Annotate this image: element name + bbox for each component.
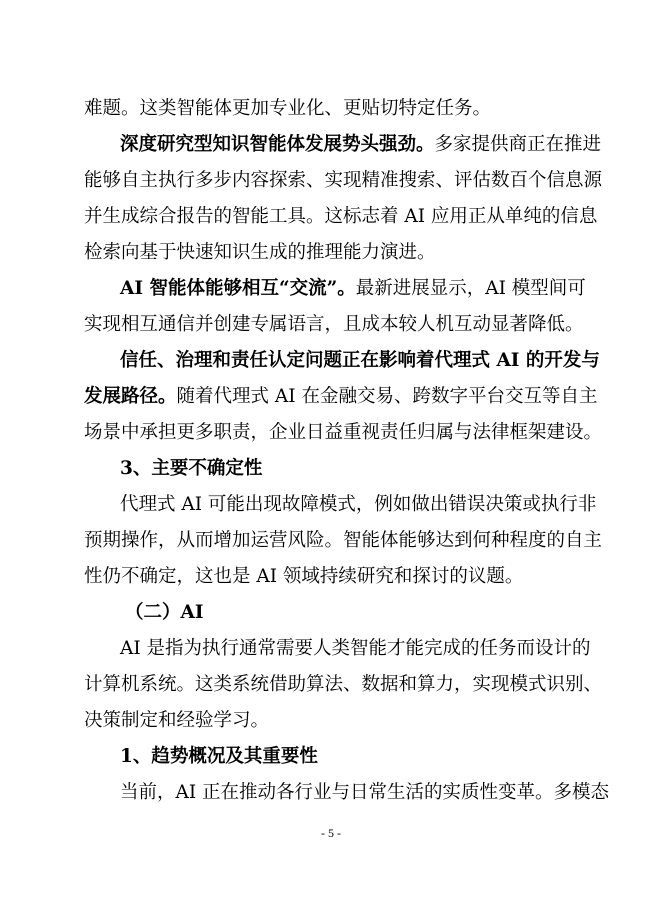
- section-heading: 1、趋势概况及其重要性: [120, 746, 318, 767]
- text-line: 检索向基于快速知识生成的推理能力演进。: [84, 242, 436, 263]
- section-heading: 3、主要不确定性: [120, 458, 263, 479]
- text-line: 发展路径。随着代理式 AI 在金融交易、跨数字平台交互等自主: [84, 386, 598, 407]
- paragraph-bold-lead: 深度研究型知识智能体发展势头强劲。多家提供商正在推进: [120, 134, 602, 155]
- paragraph-bold-lead: [120, 346, 600, 376]
- text-line: 当前，AI 正在推动各行业与日常生活的实质性变革。多模态: [120, 782, 610, 803]
- text-line: 实现相互通信并创建专属语言，且成本较人机互动显著降低。: [84, 314, 584, 335]
- bold-lead: AI 智能体能够相互“交流”。: [120, 278, 356, 299]
- text-line: 性仍不确定，这也是 AI 领域持续研究和探讨的议题。: [84, 566, 524, 587]
- page-number: - 5 -: [321, 826, 341, 840]
- text-line: 预期操作，从而增加运营风险。智能体能够达到何种程度的自主: [84, 530, 603, 551]
- bold-lead: 深度研究型知识智能体发展势头强劲。: [120, 134, 435, 155]
- text-line: 决策制定和经验学习。: [84, 710, 270, 731]
- text-line: 场景中承担更多职责，企业日益重视责任归属与法律框架建设。: [84, 422, 603, 443]
- text-line: 能够自主执行多步内容探索、实现精准搜索、评估数百个信息源: [84, 170, 603, 191]
- text-line: 并生成综合报告的智能工具。这标志着 AI 应用正从单纯的信息: [84, 206, 598, 227]
- paragraph-bold-lead: AI 智能体能够相互“交流”。最新进展显示，AI 模型间可: [120, 278, 586, 299]
- section-heading: （二）AI: [125, 602, 204, 623]
- text-line: 计算机系统。这类系统借助算法、数据和算力，实现模式识别、: [84, 674, 603, 695]
- bold-lead: 信任、治理和责任认定问题正在影响着代理式 AI 的开发与: [120, 350, 600, 371]
- text-line: AI 是指为执行通常需要人类智能才能完成的任务而设计的: [120, 638, 591, 659]
- text-line: 代理式 AI 可能出现故障模式，例如做出错误决策或执行非: [120, 494, 597, 515]
- text-line: 难题。这类智能体更加专业化、更贴切特定任务。: [84, 98, 492, 119]
- bold-lead: 发展路径。: [84, 386, 177, 407]
